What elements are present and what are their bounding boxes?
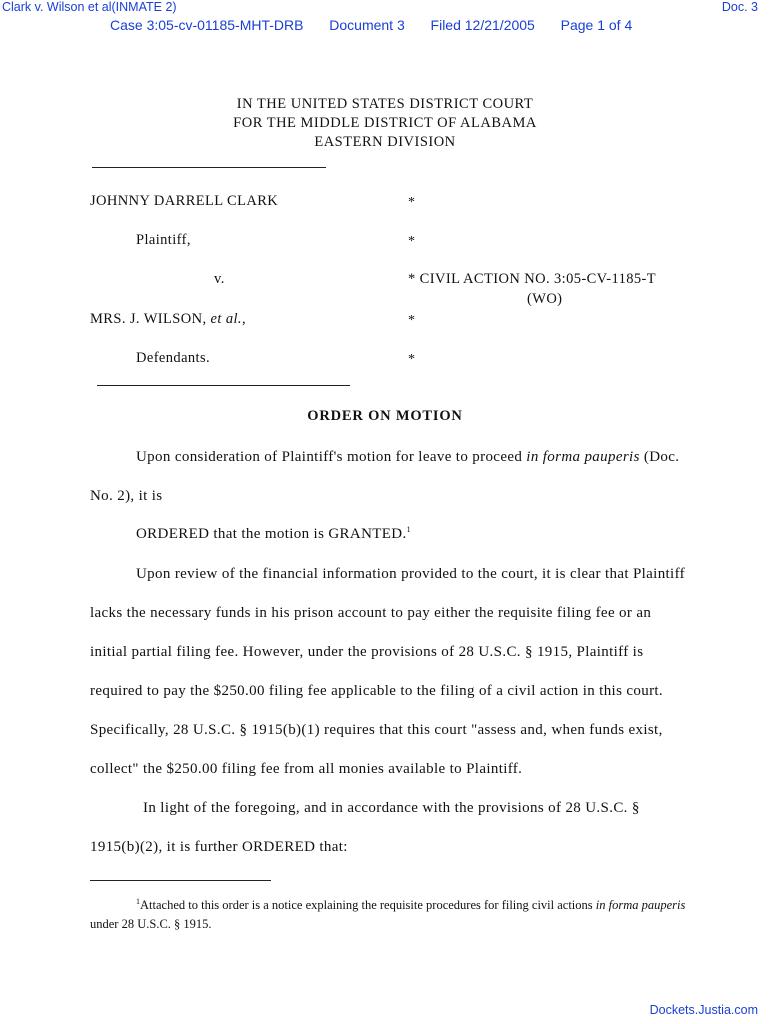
defendant-comma: ,	[241, 311, 246, 327]
caption-asterisk-1: *	[408, 195, 415, 210]
case-header	[110, 17, 632, 33]
p1-text-b: (Doc.	[639, 449, 680, 465]
versus: v.	[214, 271, 225, 287]
paragraph-4-line-2: 1915(b)(2), it is further ORDERED that:	[90, 839, 348, 855]
footnote-text	[90, 896, 690, 934]
footnote-text-a: Attached to this order is a notice explaining the requisite procedures for filing civil actions	[140, 898, 596, 912]
order-title: ORDER ON MOTION	[307, 408, 463, 424]
court-line-1: IN THE UNITED STATES DISTRICT COURT	[236, 96, 534, 112]
case-number: Case 3:05-cv-01185-MHT-DRB	[110, 17, 304, 33]
footnote-rule	[90, 880, 271, 881]
p2-text: ORDERED that the motion is GRANTED.	[136, 526, 407, 542]
paragraph-1-line-1	[136, 449, 679, 466]
doc-link[interactable]: Doc. 3	[721, 0, 758, 14]
paragraph-3-line-1: Upon review of the financial information provided to the court, it is clear that Plaintiff	[136, 566, 685, 582]
defendant-name-text: MRS. J. WILSON,	[90, 311, 207, 327]
paragraph-3-line-6: collect" the $250.00 filing fee from all monies available to Plaintiff.	[90, 761, 523, 777]
footnote-mark: 1	[136, 896, 140, 906]
civil-action-number: * CIVIL ACTION NO. 3:05-CV-1185-T	[408, 271, 657, 287]
p1-text-a: Upon consideration of Plaintiff's motion for leave to proceed	[136, 449, 527, 465]
caption-asterisk-2: *	[408, 234, 415, 249]
dockets-justia-link[interactable]: Dockets.Justia.com	[649, 1003, 758, 1017]
defendant-etal: et al.	[210, 311, 242, 327]
plaintiff-role: Plaintiff,	[136, 232, 191, 248]
caption-asterisk-3: *	[408, 313, 415, 328]
document-number: Document 3	[329, 17, 405, 33]
paragraph-3-line-3: initial partial filing fee. However, under the provisions of 28 U.S.C. § 1915, Plaintiff is	[90, 644, 644, 660]
plaintiff-name: JOHNNY DARRELL CLARK	[90, 193, 279, 209]
paragraph-3-line-5: Specifically, 28 U.S.C. § 1915(b)(1) requires that this court "assess and, when funds exist,	[90, 722, 663, 738]
wo-designation: (WO)	[527, 291, 563, 307]
caption-asterisk-4: *	[408, 352, 415, 367]
caption-bottom-rule	[97, 385, 350, 386]
caption-top-rule	[92, 167, 326, 168]
court-line-2: FOR THE MIDDLE DISTRICT OF ALABAMA	[233, 115, 537, 131]
paragraph-2	[136, 526, 411, 543]
page-indicator: Page 1 of 4	[560, 17, 633, 33]
p1-italic: in forma pauperis	[526, 449, 640, 465]
defendant-role: Defendants.	[136, 350, 211, 366]
paragraph-1-line-2: No. 2), it is	[90, 488, 163, 504]
footnote-reference: 1	[406, 525, 411, 534]
filed-date: Filed 12/21/2005	[430, 17, 535, 33]
case-title-link[interactable]: Clark v. Wilson et al(INMATE 2)	[2, 0, 177, 14]
court-line-3: EASTERN DIVISION	[314, 134, 456, 150]
paragraph-4-line-1: In light of the foregoing, and in accordance with the provisions of 28 U.S.C. §	[143, 800, 640, 816]
paragraph-3-line-2: lacks the necessary funds in his prison account to pay either the requisite filing fee or an	[90, 605, 652, 621]
footnote-italic: in forma pauperis	[595, 898, 686, 912]
paragraph-3-line-4: required to pay the $250.00 filing fee applicable to the filing of a civil action in this court.	[90, 683, 664, 699]
defendant-name	[90, 311, 246, 328]
footnote-text-b: under 28 U.S.C. § 1915.	[90, 917, 212, 931]
